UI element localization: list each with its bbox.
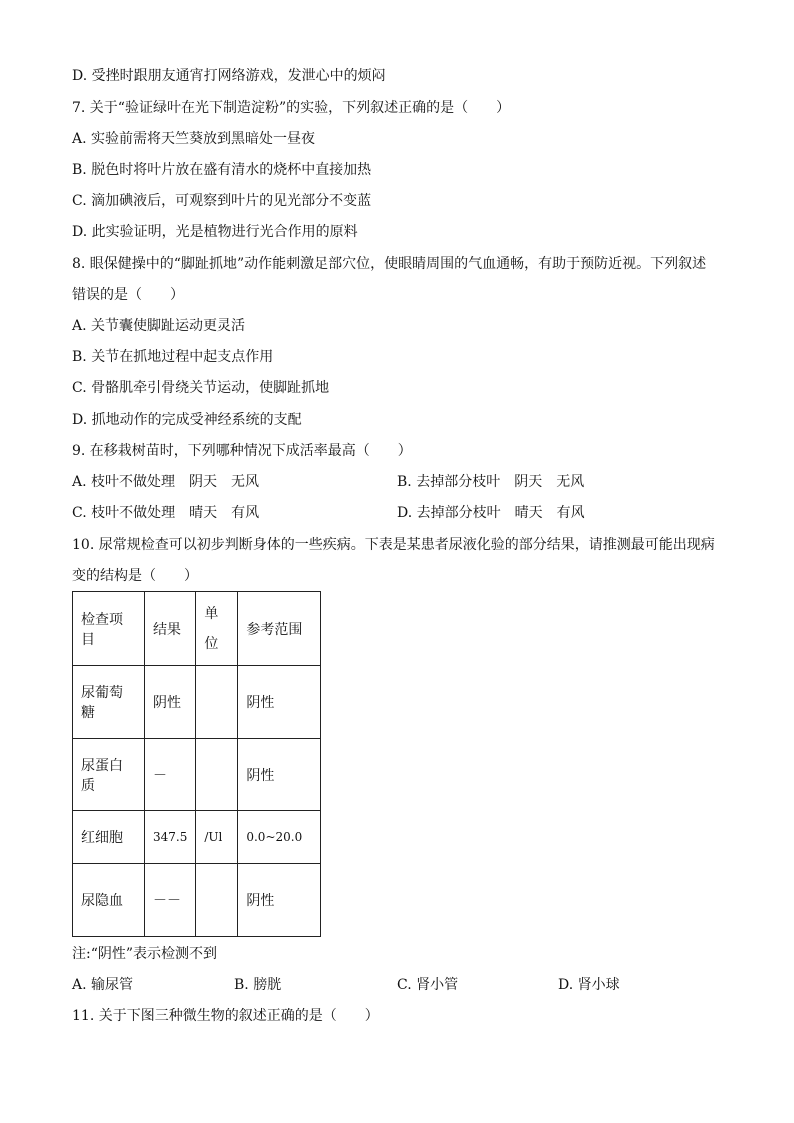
table-cell [196,666,238,739]
q10-option-a: A. 输尿管 [72,977,134,993]
urine-test-table [72,591,321,937]
q10-option-b: B. 膀胱 [234,977,282,993]
q7-option-d: D. 此实验证明，光是植物进行光合作用的原料 [72,224,358,240]
q10-option-d: D. 肾小球 [558,977,620,993]
q9-option-c: C. 枝叶不做处理 晴天 有风 [72,505,260,521]
q9-option-a: A. 枝叶不做处理 阴天 无风 [72,474,260,490]
q7-option-b: B. 脱色时将叶片放在盛有清水的烧杯中直接加热 [72,162,372,178]
table-cell: 尿葡萄糖 [73,666,145,739]
table-row [73,666,321,739]
table-row [73,739,321,811]
table-cell: 347.5 [145,811,196,864]
table-cell [196,864,238,937]
q9-stem: 9. 在移栽树苗时，下列哪种情况下成活率最高（ ） [72,443,412,459]
table-header-cell: 结果 [145,592,196,666]
table-cell: 阴性 [238,864,321,937]
q7-stem: 7. 关于“验证绿叶在光下制造淀粉”的实验，下列叙述正确的是（ ） [72,100,511,116]
table-header-row [73,592,321,666]
table-cell: 红细胞 [73,811,145,864]
table-cell: 阴性 [145,666,196,739]
table-cell [196,739,238,811]
q6-option-d: D. 受挫时跟朋友通宵打网络游戏，发泄心中的烦闷 [72,68,386,84]
table-cell: － [145,739,196,811]
q7-option-a: A. 实验前需将天竺葵放到黑暗处一昼夜 [72,131,316,147]
table-note: 注:“阴性”表示检测不到 [72,946,218,962]
q7-option-c: C. 滴加碘液后，可观察到叶片的见光部分不变蓝 [72,193,372,209]
q8-option-a: A. 关节囊使脚趾运动更灵活 [72,318,246,334]
table-cell: 阴性 [238,739,321,811]
q9-option-b: B. 去掉部分枝叶 阴天 无风 [397,474,585,490]
q8-option-b: B. 关节在抓地过程中起支点作用 [72,349,274,365]
table-cell: 尿隐血 [73,864,145,937]
table-cell: 阴性 [238,666,321,739]
q11-stem: 11. 关于下图三种微生物的叙述正确的是（ ） [72,1008,379,1024]
q8-stem-line2: 错误的是（ ） [72,287,184,303]
table-cell: 尿蛋白质 [73,739,145,811]
q10-stem-line2: 变的结构是（ ） [72,568,198,584]
table-row [73,811,321,864]
table-row [73,864,321,937]
q8-stem-line1: 8. 眼保健操中的“脚趾抓地”动作能刺激足部穴位，使眼睛周围的气血通畅，有助于预防近视。下列叙述 [72,256,707,272]
table-cell: 0.0~20.0 [238,811,321,864]
q8-option-c: C. 骨骼肌牵引骨绕关节运动，使脚趾抓地 [72,380,330,396]
table-header-cell: 参考范围 [238,592,321,666]
q10-stem-line1: 10. 尿常规检查可以初步判断身体的一些疾病。下表是某患者尿液化验的部分结果，请推测最可能出现病 [72,537,715,553]
table-cell: /Ul [196,811,238,864]
q10-option-c: C. 肾小管 [397,977,459,993]
q8-option-d: D. 抓地动作的完成受神经系统的支配 [72,412,302,428]
table-header-cell: 检查项目 [73,592,145,666]
q9-option-d: D. 去掉部分枝叶 晴天 有风 [397,505,585,521]
table-cell: －－ [145,864,196,937]
table-header-cell: 单 位 [196,592,238,666]
